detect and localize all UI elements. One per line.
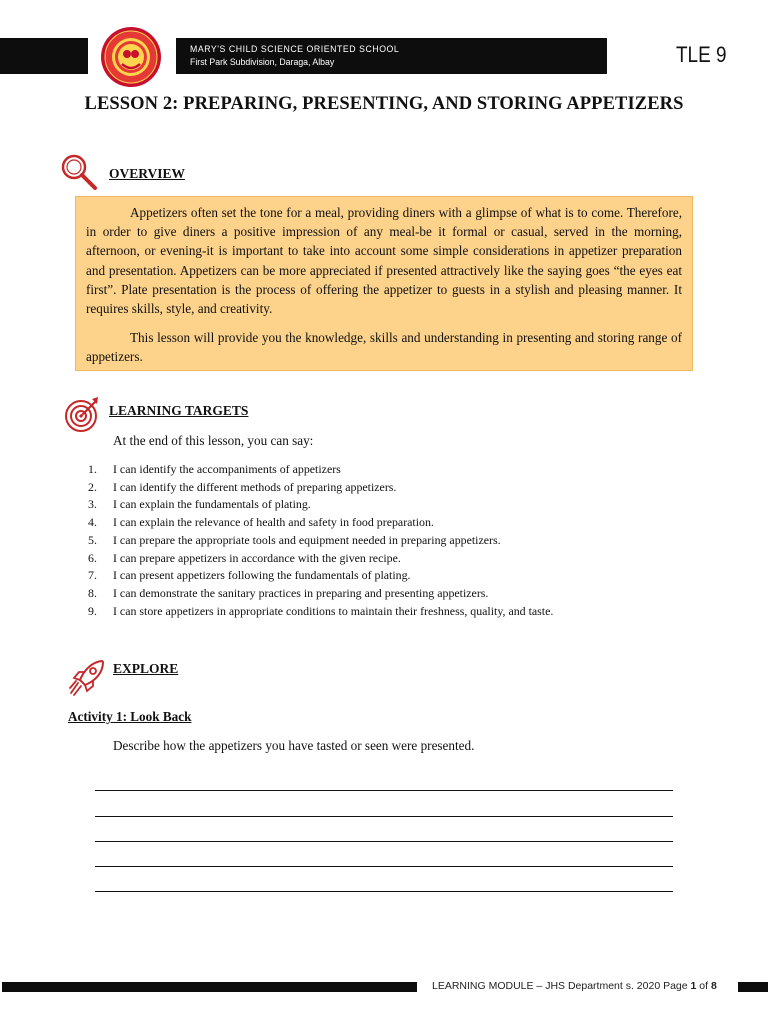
learning-targets-heading: LEARNING TARGETS xyxy=(109,403,249,418)
activity-title: Activity 1: Look Back xyxy=(68,709,192,724)
page-number: 1 xyxy=(690,980,697,992)
header-bar-left xyxy=(0,38,88,74)
footer-bar-right xyxy=(738,982,768,992)
rocket-icon xyxy=(66,656,108,698)
overview-paragraph: Appetizers often set the tone for a meal, providing diners with a glimpse of what is to come. Therefore, in order to give diners a positive impression of any meal-be it formal or casual, served in the morning, afternoon, or evening-it is important to take into account some simple considerations in appetizer preparation and presentation. Appetizers can be more appreciated if presented attractively like the saying goes “the eyes eat first”. Plate presentation is the process of offering the appetizer to guests in a stylish and pleasing manner. It requires skills, style, and creativity. xyxy=(86,205,682,317)
page-total: 8 xyxy=(710,980,717,992)
list-item: 1. I can identify the accompaniments of appetizers xyxy=(88,462,341,476)
list-item: 3. I can explain the fundamentals of plating. xyxy=(88,497,311,512)
school-name: MARY'S CHILD SCIENCE ORIENTED SCHOOL xyxy=(190,44,400,55)
list-item: 9. I can store appetizers in appropriate conditions to maintain their freshness, quality, and taste. xyxy=(88,603,554,618)
answer-line[interactable] xyxy=(95,866,673,867)
learning-targets-intro: At the end of this lesson, you can say: xyxy=(113,433,314,448)
footer-text: LEARNING MODULE – JHS Department s. 2020 Page 1 of 8 xyxy=(432,980,717,992)
activity-prompt: Describe how the appetizers you have tasted or seen were presented. xyxy=(113,738,475,753)
school-header-bar xyxy=(176,38,607,74)
answer-line[interactable] xyxy=(95,841,673,842)
list-item: 6. I can prepare appetizers in accordance with the given recipe. xyxy=(88,550,401,565)
list-item: 4. I can explain the relevance of health and safety in food preparation. xyxy=(88,515,434,530)
answer-line[interactable] xyxy=(95,816,673,817)
answer-line[interactable] xyxy=(95,891,673,892)
learning-targets-list xyxy=(88,461,553,620)
school-address: First Park Subdivision, Daraga, Albay xyxy=(190,57,335,68)
list-item: 7. I can present appetizers following the fundamentals of plating. xyxy=(88,568,411,583)
school-seal-icon xyxy=(100,26,162,88)
answer-line[interactable] xyxy=(95,790,673,791)
target-icon xyxy=(64,395,102,433)
footer-bar-left xyxy=(2,982,417,992)
lesson-title: LESSON 2: PREPARING, PRESENTING, AND STORING APPETIZERS xyxy=(84,94,684,114)
overview-box xyxy=(75,196,693,371)
list-item: 2. I can identify the different methods of preparing appetizers. xyxy=(88,479,397,494)
overview-paragraph: This lesson will provide you the knowledge, skills and understanding in presenting and storing range of appetizers. xyxy=(86,330,682,365)
overview-heading: OVERVIEW xyxy=(109,166,186,181)
magnifier-icon xyxy=(58,152,100,192)
list-item: 5. I can prepare the appropriate tools and equipment needed in preparing appetizers. xyxy=(88,532,501,547)
subject-label: TLE 9 xyxy=(676,42,727,67)
list-item: 8. I can demonstrate the sanitary practices in preparing and presenting appetizers. xyxy=(88,585,489,600)
explore-heading: EXPLORE xyxy=(113,661,179,676)
